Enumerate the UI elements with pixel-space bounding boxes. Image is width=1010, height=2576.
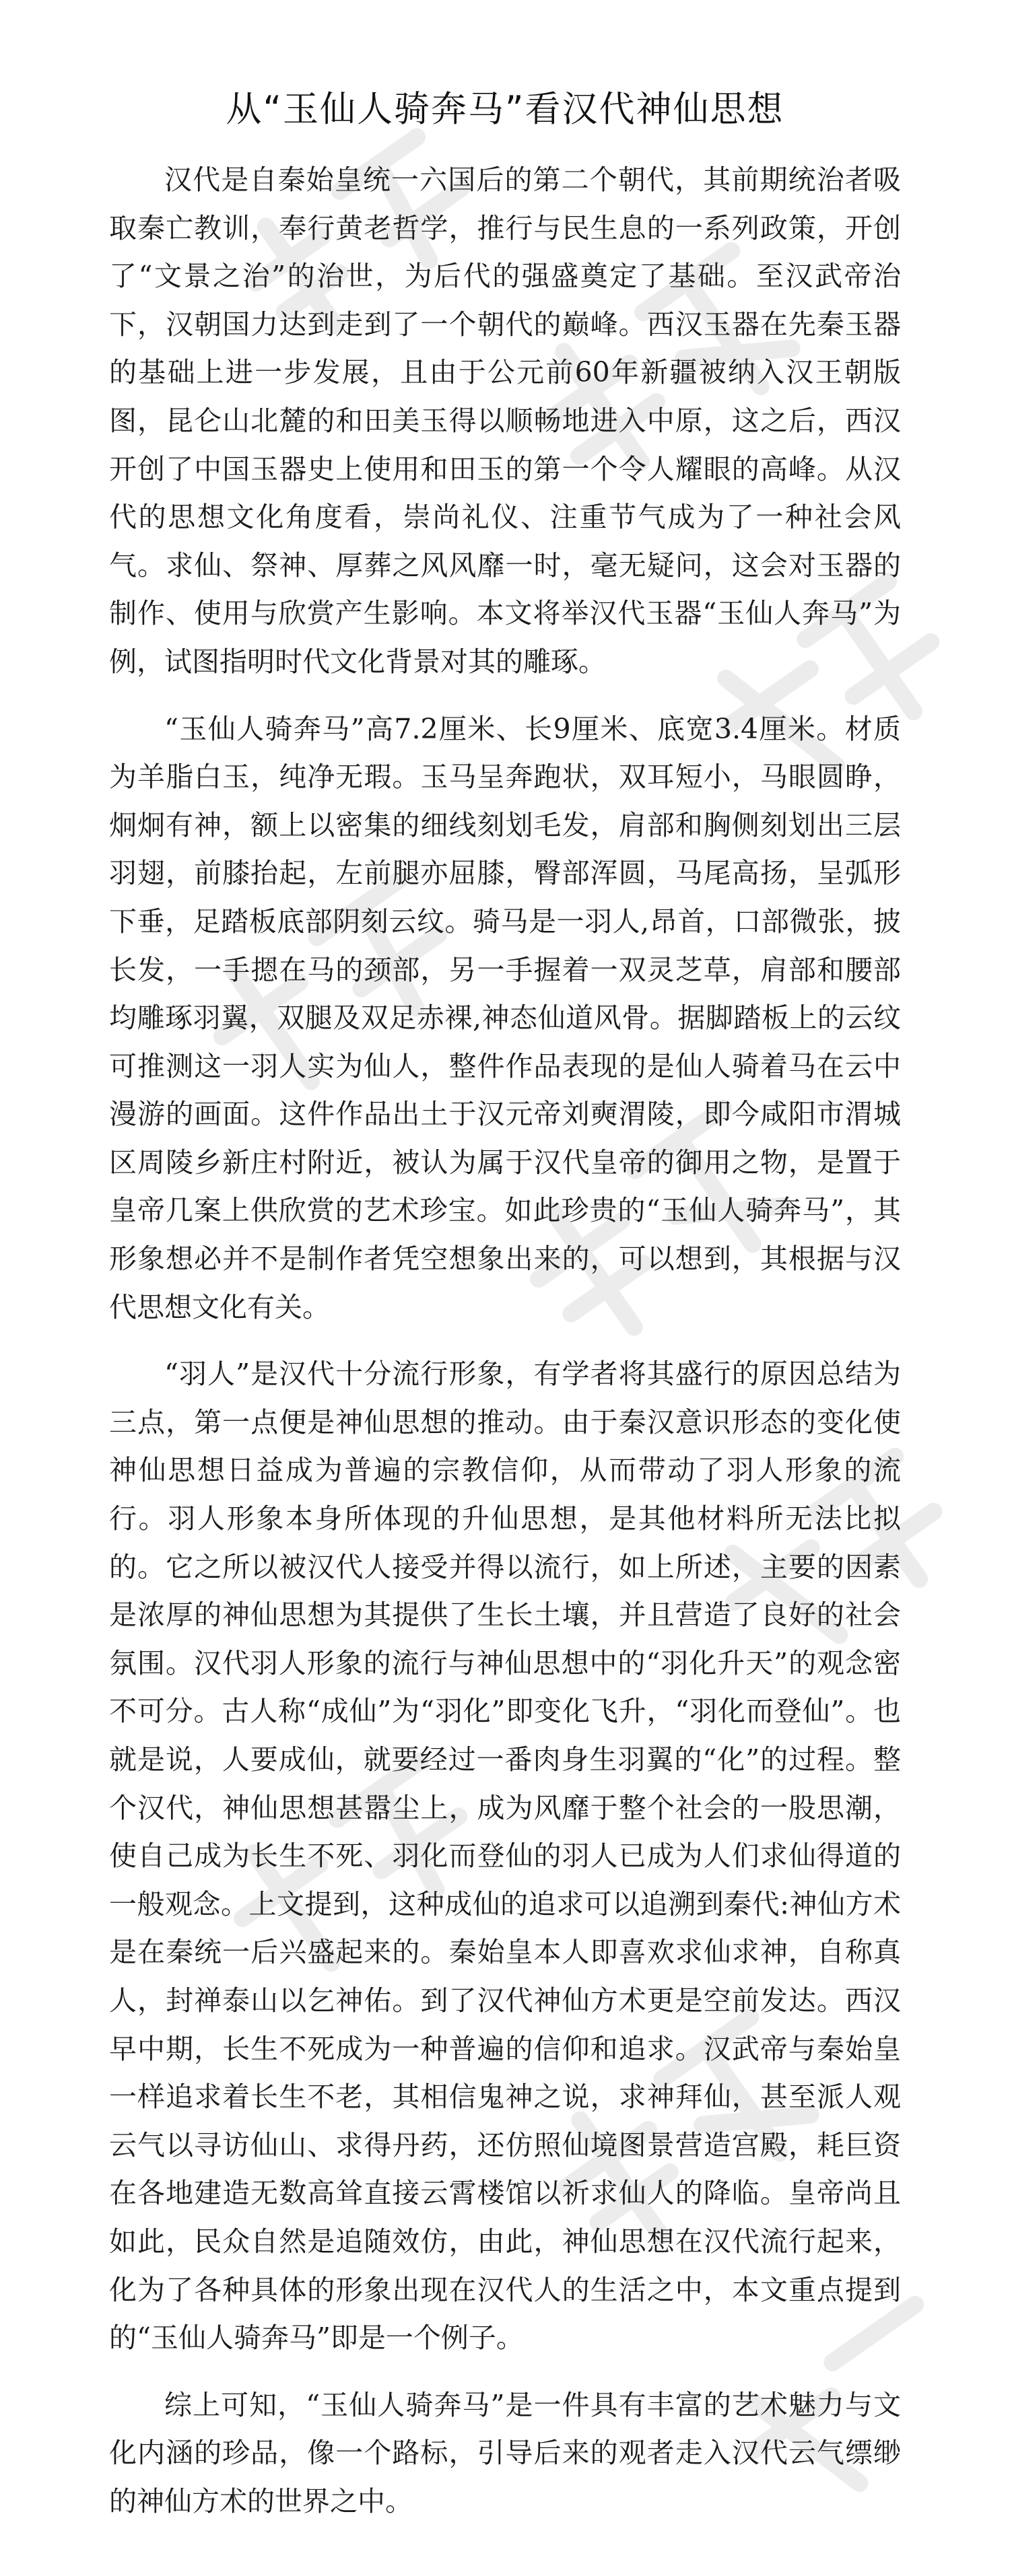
paragraph-feathered-immortal: “羽人”是汉代十分流行形象，有学者将其盛行的原因总结为三点，第一点便是神仙思想的推动。由于秦汉意识形态的变化使神仙思想日益成为普遍的宗教信仰，从而带动了羽人形象的流行。羽人形象本身所体现的升仙思想，是其他材料所无法比拟的。它之所以被汉代人接受并得以流行，如上所述，主要的因素是浓厚的神仙思想为其提供了生长土壤，并且营造了良好的社会氛围。汉代羽人形象的流行与神仙思想中的“羽化升天”的观念密不可分。古人称“成仙”为“羽化”即变化飞升，“羽化而登仙”。也就是说，人要成仙，就要经过一番肉身生羽翼的“化”的过程。整个汉代，神仙思想甚嚣尘上，成为风靡于整个社会的一股思潮，使自己成为长生不死、羽化而登仙的羽人已成为人们求仙得道的一般观念。上文提到，这种成仙的追求可以追溯到秦代:神仙方术是在秦统一后兴盛起来的。秦始皇本人即喜欢求仙求神，自称真人，封禅泰山以乞神佑。到了汉代神仙方术更是空前发达。西汉早中期，长生不死成为一种普遍的信仰和追求。汉武帝与秦始皇一样追求着长生不老，其相信鬼神之说，求神拜仙，甚至派人观云气以寻访仙山、求得丹药，还仿照仙境图景营造宫殿，耗巨资在各地建造无数高耸直接云霄楼馆以祈求仙人的降临。皇帝尚且如此，民众自然是追随效仿，由此，神仙思想在汉代流行起来，化为了各种具体的形象出现在汉代人的生活之中，本文重点提到的“玉仙人骑奔马”即是一个例子。	[109, 1358, 901, 2355]
paragraph-intro: 汉代是自秦始皇统一六国后的第二个朝代，其前期统治者吸取秦亡教训，奉行黄老哲学，推行与民生息的一系列政策，开创了“文景之治”的治世，为后代的强盛奠定了基础。至汉武帝治下，汉朝国力达到走到了一个朝代的巅峰。西汉玉器在先秦玉器的基础上进一步发展，且由于公元前60年新疆被纳入汉王朝版图，昆仑山北麓的和田美玉得以顺畅地进入中原，这之后，西汉开创了中国玉器史上使用和田玉的第一个令人耀眼的高峰。从汉代的思想文化角度看，崇尚礼仪、注重节气成为了一种社会风气。求仙、祭神、厚葬之风风靡一时，毫无疑问，这会对玉器的制作、使用与欣赏产生影响。本文将举汉代玉器“玉仙人奔马”为例，试图指明时代文化背景对其的雕琢。	[109, 164, 901, 678]
paragraph-description: “玉仙人骑奔马”高7.2厘米、长9厘米、底宽3.4厘米。材质为羊脂白玉，纯净无瑕。玉马呈奔跑状，双耳短小，马眼圆睁，炯炯有神，额上以密集的细线刻划毛发，肩部和胸侧刻划出三层羽翅，前膝抬起，左前腿亦屈膝，臀部浑圆，马尾高扬，呈弧形下垂，足踏板底部阴刻云纹。骑马是一羽人,昂首，口部微张，披长发，一手摁在马的颈部，另一手握着一双灵芝草，肩部和腰部均雕琢羽翼，双腿及双足赤裸,神态仙道风骨。据脚踏板上的云纹可推测这一羽人实为仙人，整件作品表现的是仙人骑着马在云中漫游的画面。这件作品出土于汉元帝刘奭渭陵，即今咸阳市渭城区周陵乡新庄村附近，被认为属于汉代皇帝的御用之物，是置于皇帝几案上供欣赏的艺术珍宝。如此珍贵的“玉仙人骑奔马”，其形象想必并不是制作者凭空想象出来的，可以想到，其根据与汉代思想文化有关。	[109, 712, 901, 1323]
paragraph-conclusion: 综上可知，“玉仙人骑奔马”是一件具有丰富的艺术魅力与文化内涵的珍品，像一个路标，引导后来的观者走入汉代云气缥缈的神仙方术的世界之中。	[109, 2388, 901, 2517]
article-title: 从“玉仙人骑奔马”看汉代神仙思想	[226, 89, 784, 130]
article-body	[109, 156, 901, 2545]
